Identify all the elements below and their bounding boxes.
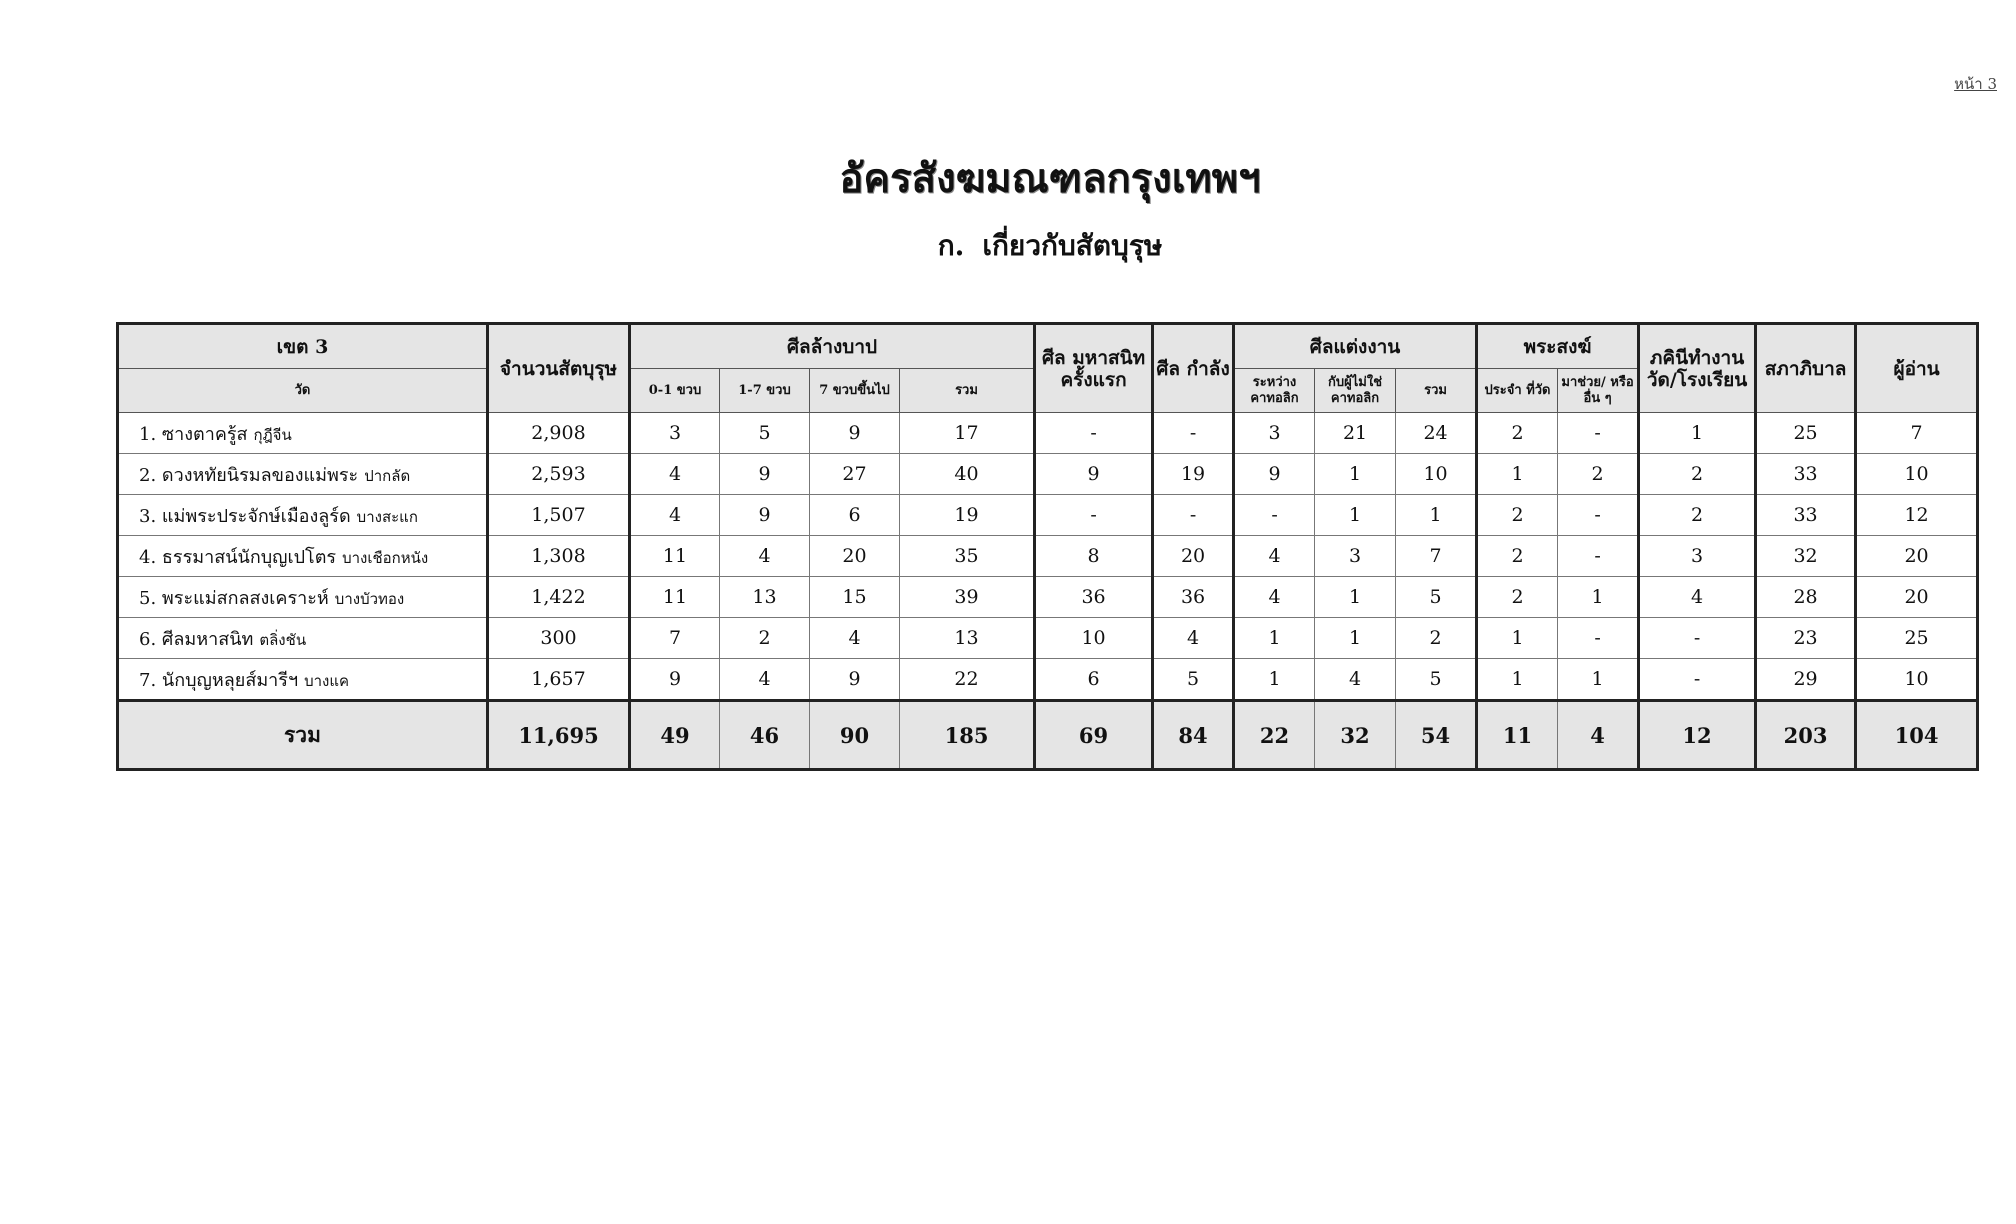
- cell-priests-visiting: -: [1558, 413, 1639, 454]
- cell-priests-resident: 1: [1477, 659, 1558, 701]
- cell-baptism-1-7: 2: [720, 618, 810, 659]
- header-sisters: ภคินีทำงาน วัด/โรงเรียน: [1639, 324, 1756, 413]
- totals-first-communion: 69: [1035, 701, 1153, 770]
- header-baptism-7-up: 7 ขวบขึ้นไป: [810, 369, 900, 413]
- cell-marriage-between-catholics: 1: [1234, 659, 1315, 701]
- row-number: 5.: [139, 587, 157, 609]
- parish-district: บางบัวทอง: [334, 589, 405, 608]
- cell-sisters: 4: [1639, 577, 1756, 618]
- parish-statistics-table: [116, 322, 1979, 771]
- cell-priests-resident: 2: [1477, 495, 1558, 536]
- cell-parishioners: 1,308: [488, 536, 630, 577]
- header-baptism-0-1: 0-1 ขวบ: [630, 369, 720, 413]
- cell-confirmation: 36: [1153, 577, 1234, 618]
- parish-district: บางเชือกหนัง: [342, 548, 429, 567]
- cell-council: 23: [1756, 618, 1856, 659]
- header-wat: วัด: [118, 369, 488, 413]
- cell-council: 33: [1756, 495, 1856, 536]
- header-priests-resident: ประจำ ที่วัด: [1477, 369, 1558, 413]
- cell-first-communion: -: [1035, 495, 1153, 536]
- cell-baptism-7-up: 6: [810, 495, 900, 536]
- parish-name: ซางตาครู้ส: [161, 423, 248, 445]
- cell-baptism-0-1: 9: [630, 659, 720, 701]
- row-number: 3.: [139, 505, 157, 527]
- cell-baptism-1-7: 4: [720, 536, 810, 577]
- cell-baptism-7-up: 9: [810, 413, 900, 454]
- cell-marriage-between-catholics: 3: [1234, 413, 1315, 454]
- cell-marriage-total: 2: [1396, 618, 1477, 659]
- cell-priests-visiting: 1: [1558, 577, 1639, 618]
- cell-sisters: -: [1639, 659, 1756, 701]
- header-marriage-with-non-catholic: กับผู้ไม่ใช่ คาทอลิก: [1315, 369, 1396, 413]
- cell-baptism-total: 35: [900, 536, 1035, 577]
- cell-parishioners: 300: [488, 618, 630, 659]
- row-number: 2.: [139, 464, 157, 486]
- totals-marriage-between-catholics: 22: [1234, 701, 1315, 770]
- parish-name: ศีลมหาสนิท: [161, 628, 254, 650]
- row-number: 1.: [139, 423, 157, 445]
- cell-baptism-0-1: 11: [630, 577, 720, 618]
- parish-name-cell: [118, 495, 488, 536]
- cell-parishioners: 2,593: [488, 454, 630, 495]
- cell-marriage-with-non-catholic: 21: [1315, 413, 1396, 454]
- cell-marriage-with-non-catholic: 1: [1315, 577, 1396, 618]
- cell-priests-visiting: -: [1558, 618, 1639, 659]
- cell-baptism-0-1: 3: [630, 413, 720, 454]
- cell-marriage-total: 1: [1396, 495, 1477, 536]
- cell-first-communion: 8: [1035, 536, 1153, 577]
- header-marriage-total: รวม: [1396, 369, 1477, 413]
- cell-marriage-between-catholics: 1: [1234, 618, 1315, 659]
- header-baptism-total: รวม: [900, 369, 1035, 413]
- parish-name-cell: [118, 413, 488, 454]
- cell-baptism-0-1: 4: [630, 495, 720, 536]
- cell-readers: 10: [1856, 659, 1978, 701]
- table-row: [118, 495, 1978, 536]
- cell-priests-visiting: 1: [1558, 659, 1639, 701]
- cell-marriage-with-non-catholic: 4: [1315, 659, 1396, 701]
- parish-district: ตลิ่งชัน: [259, 630, 307, 649]
- cell-priests-visiting: 2: [1558, 454, 1639, 495]
- header-first-communion: ศีล มหาสนิท ครั้งแรก: [1035, 324, 1153, 413]
- cell-readers: 20: [1856, 536, 1978, 577]
- parish-name-cell: [118, 536, 488, 577]
- row-number: 6.: [139, 628, 157, 650]
- cell-readers: 20: [1856, 577, 1978, 618]
- cell-baptism-total: 13: [900, 618, 1035, 659]
- page-subtitle: [0, 224, 2016, 268]
- cell-marriage-between-catholics: 4: [1234, 577, 1315, 618]
- cell-marriage-total: 5: [1396, 659, 1477, 701]
- header-confirmation: ศีล กำลัง: [1153, 324, 1234, 413]
- cell-readers: 10: [1856, 454, 1978, 495]
- totals-council: 203: [1756, 701, 1856, 770]
- subtitle-prefix: ก.: [937, 229, 965, 262]
- header-priests-visiting: มาช่วย/ หรืออื่น ๆ: [1558, 369, 1639, 413]
- cell-council: 25: [1756, 413, 1856, 454]
- cell-baptism-7-up: 27: [810, 454, 900, 495]
- header-council: สภาภิบาล: [1756, 324, 1856, 413]
- table-row: [118, 618, 1978, 659]
- table-row: [118, 454, 1978, 495]
- cell-priests-resident: 2: [1477, 536, 1558, 577]
- cell-priests-resident: 1: [1477, 454, 1558, 495]
- cell-council: 28: [1756, 577, 1856, 618]
- cell-baptism-total: 40: [900, 454, 1035, 495]
- cell-baptism-7-up: 9: [810, 659, 900, 701]
- totals-baptism-total: 185: [900, 701, 1035, 770]
- cell-readers: 12: [1856, 495, 1978, 536]
- cell-marriage-between-catholics: 4: [1234, 536, 1315, 577]
- cell-readers: 25: [1856, 618, 1978, 659]
- parish-district: ปากลัด: [364, 466, 411, 485]
- cell-sisters: 1: [1639, 413, 1756, 454]
- cell-priests-resident: 2: [1477, 577, 1558, 618]
- cell-council: 33: [1756, 454, 1856, 495]
- page-title: อัครสังฆมณฑลกรุงเทพฯ: [839, 155, 1261, 202]
- cell-baptism-total: 17: [900, 413, 1035, 454]
- cell-parishioners: 1,657: [488, 659, 630, 701]
- parish-district: กุฎีจีน: [253, 425, 292, 444]
- parish-name-cell: [118, 577, 488, 618]
- cell-sisters: 2: [1639, 495, 1756, 536]
- cell-marriage-between-catholics: 9: [1234, 454, 1315, 495]
- cell-confirmation: 5: [1153, 659, 1234, 701]
- cell-first-communion: 9: [1035, 454, 1153, 495]
- header-marriage: ศีลแต่งงาน: [1234, 324, 1477, 369]
- totals-label: รวม: [118, 701, 488, 770]
- header-baptism-1-7: 1-7 ขวบ: [720, 369, 810, 413]
- cell-baptism-total: 22: [900, 659, 1035, 701]
- parish-name: แม่พระประจักษ์เมืองลูร์ด: [161, 505, 351, 527]
- parish-name-cell: [118, 618, 488, 659]
- cell-confirmation: -: [1153, 495, 1234, 536]
- cell-baptism-7-up: 4: [810, 618, 900, 659]
- cell-marriage-total: 10: [1396, 454, 1477, 495]
- cell-confirmation: 20: [1153, 536, 1234, 577]
- totals-baptism-7-up: 90: [810, 701, 900, 770]
- header-parishioners: จำนวนสัตบุรุษ: [488, 324, 630, 413]
- cell-parishioners: 1,422: [488, 577, 630, 618]
- totals-parishioners: 11,695: [488, 701, 630, 770]
- header-zone: เขต 3: [118, 324, 488, 369]
- cell-baptism-1-7: 9: [720, 495, 810, 536]
- cell-council: 29: [1756, 659, 1856, 701]
- header-marriage-between-catholics: ระหว่าง คาทอลิก: [1234, 369, 1315, 413]
- cell-baptism-1-7: 9: [720, 454, 810, 495]
- cell-baptism-1-7: 4: [720, 659, 810, 701]
- cell-marriage-between-catholics: -: [1234, 495, 1315, 536]
- totals-row: [118, 701, 1978, 770]
- cell-priests-visiting: -: [1558, 536, 1639, 577]
- cell-marriage-with-non-catholic: 1: [1315, 495, 1396, 536]
- cell-marriage-with-non-catholic: 3: [1315, 536, 1396, 577]
- cell-confirmation: 19: [1153, 454, 1234, 495]
- cell-priests-resident: 1: [1477, 618, 1558, 659]
- cell-parishioners: 1,507: [488, 495, 630, 536]
- cell-sisters: 3: [1639, 536, 1756, 577]
- cell-marriage-total: 5: [1396, 577, 1477, 618]
- cell-marriage-total: 24: [1396, 413, 1477, 454]
- cell-confirmation: 4: [1153, 618, 1234, 659]
- parish-name-cell: [118, 659, 488, 701]
- table-row: [118, 413, 1978, 454]
- parish-name-cell: [118, 454, 488, 495]
- totals-priests-visiting: 4: [1558, 701, 1639, 770]
- cell-parishioners: 2,908: [488, 413, 630, 454]
- cell-priests-resident: 2: [1477, 413, 1558, 454]
- cell-baptism-7-up: 15: [810, 577, 900, 618]
- cell-first-communion: 10: [1035, 618, 1153, 659]
- table-row: [118, 659, 1978, 701]
- cell-readers: 7: [1856, 413, 1978, 454]
- totals-priests-resident: 11: [1477, 701, 1558, 770]
- cell-sisters: -: [1639, 618, 1756, 659]
- header-priests: พระสงฆ์: [1477, 324, 1639, 369]
- cell-sisters: 2: [1639, 454, 1756, 495]
- parish-district: บางสะแก: [356, 507, 418, 526]
- cell-first-communion: 36: [1035, 577, 1153, 618]
- totals-baptism-0-1: 49: [630, 701, 720, 770]
- cell-first-communion: 6: [1035, 659, 1153, 701]
- cell-baptism-7-up: 20: [810, 536, 900, 577]
- cell-baptism-0-1: 4: [630, 454, 720, 495]
- totals-readers: 104: [1856, 701, 1978, 770]
- header-readers: ผู้อ่าน: [1856, 324, 1978, 413]
- parish-name: พระแม่สกลสงเคราะห์: [161, 587, 329, 609]
- parish-district: บางแค: [304, 671, 350, 690]
- cell-marriage-with-non-catholic: 1: [1315, 618, 1396, 659]
- cell-baptism-0-1: 11: [630, 536, 720, 577]
- parish-name: ดวงหทัยนิรมลของแม่พระ: [161, 464, 359, 486]
- header-baptism: ศีลล้างบาป: [630, 324, 1035, 369]
- cell-first-communion: -: [1035, 413, 1153, 454]
- cell-marriage-total: 7: [1396, 536, 1477, 577]
- cell-baptism-1-7: 13: [720, 577, 810, 618]
- parish-name: นักบุญหลุยส์มารีฯ: [161, 669, 299, 691]
- row-number: 4.: [139, 546, 157, 568]
- subtitle-text: เกี่ยวกับสัตบุรุษ: [982, 229, 1163, 262]
- row-number: 7.: [139, 669, 157, 691]
- parish-name: ธรรมาสน์นักบุญเปโตร: [161, 546, 337, 568]
- totals-marriage-total: 54: [1396, 701, 1477, 770]
- cell-council: 32: [1756, 536, 1856, 577]
- totals-sisters: 12: [1639, 701, 1756, 770]
- page-number: หน้า 3: [1954, 75, 1997, 93]
- cell-baptism-0-1: 7: [630, 618, 720, 659]
- cell-baptism-1-7: 5: [720, 413, 810, 454]
- table-row: [118, 577, 1978, 618]
- table-row: [118, 536, 1978, 577]
- cell-baptism-total: 39: [900, 577, 1035, 618]
- totals-baptism-1-7: 46: [720, 701, 810, 770]
- totals-confirmation: 84: [1153, 701, 1234, 770]
- cell-confirmation: -: [1153, 413, 1234, 454]
- totals-marriage-with-non-catholic: 32: [1315, 701, 1396, 770]
- cell-baptism-total: 19: [900, 495, 1035, 536]
- table-body: [118, 413, 1978, 770]
- cell-priests-visiting: -: [1558, 495, 1639, 536]
- cell-marriage-with-non-catholic: 1: [1315, 454, 1396, 495]
